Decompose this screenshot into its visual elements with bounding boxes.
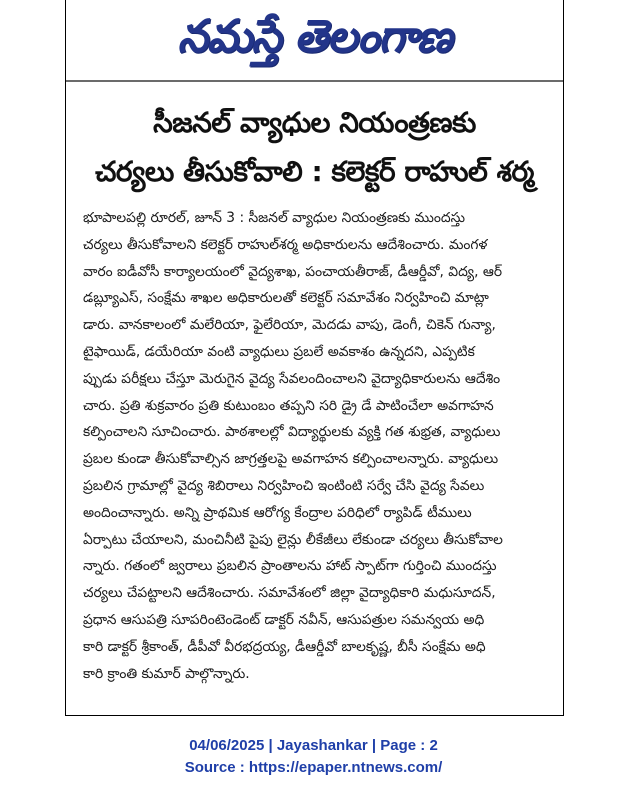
masthead-divider [66, 80, 563, 82]
article-body-line: న్నారు. గతంలో జ్వరాలు ప్రబలిన ప్రాంతాలను హాట్ స్పాట్‌గా గుర్తించి ముందస్తు [83, 558, 497, 575]
article-body-line: కారి డాక్టర్ శ్రీకాంత్, డీపీవో వీరభద్రయ్య, డీఆర్డీవో బాలకృష్ణ, బీసీ సంక్షేమ అధి [83, 638, 486, 655]
article-body-line: చారు. ప్రతి శుక్రవారం ప్రతి కుటుంబం తప్పని సరి డ్రై డే పాటించేలా అవగాహన [83, 397, 494, 414]
article-body-line: కారి క్రాంతి కుమార్ పాల్గొన్నారు. [83, 665, 250, 682]
article-body-line: డబ్ల్యూఎస్, సంక్షేమ శాఖల అధికారులతో కలెక్టర్ సమావేశం నిర్వహించి మాట్లా [83, 290, 489, 307]
article-body-line: టైఫాయిడ్, డయేరియా వంటి వ్యాధులు ప్రబలే అవకాశం ఉన్నదని, ఎప్పటిక [83, 343, 475, 360]
article-body-line: భూపాలపల్లి రూరల్, జూన్ 3 : సీజనల్ వ్యాధుల నియంత్రణకు ముందస్తు [83, 210, 466, 226]
article-body-line: ప్రబలిన గ్రామాల్లో వైద్య శిబిరాలు నిర్వహించి ఇంటింటి సర్వే చేసి వైద్య సేవలు [83, 477, 485, 494]
article-body [83, 205, 551, 705]
article-body-line: ప్పుడు పరీక్షలు చేస్తూ మెరుగైన వైద్య సేవలందించాలని వైద్యాధికారులను ఆదేశిం [83, 370, 501, 387]
footer-source-link: Source : https://epaper.ntnews.com/ [184, 759, 443, 776]
headline-line-1: సీజనల్ వ్యాధుల నియంత్రణకు [153, 106, 476, 139]
newspaper-clipping [65, 0, 564, 716]
article-body-line: వారం ఐడీవోసీ కార్యాలయంలో వైద్యశాఖ, పంచాయతీరాజ్, డీఆర్డీవో, విద్య, ఆర్ [83, 263, 503, 280]
article-body-line: చర్యలు చేపట్టాలని ఆదేశించారు. సమావేశంలో జిల్లా వైద్యాధికారి మధుసూదన్, [83, 585, 496, 602]
article-body-line: ప్రధాన ఆసుపత్రి సూపరింటెండెంట్ డాక్టర్ నవీన్, ఆసుపత్రుల సమన్వయ అధి [83, 611, 485, 628]
footer-date-edition-page: 04/06/2025 | Jayashankar | Page : 2 [189, 737, 438, 754]
newspaper-masthead: నమస్తే తెలంగాణ [177, 10, 452, 64]
article-body-line: కల్పించాలని సూచించారు. పాఠశాలల్లో విద్యార్థులకు వ్యక్తి గత శుభ్రత, వ్యాధులు [83, 424, 501, 441]
article-body-line: చర్యలు తీసుకోవాలని కలెక్టర్ రాహుల్‌శర్మ అధికారులను ఆదేశించారు. మంగళ [83, 236, 488, 253]
article-body-line: అందించాన్నారు. అన్ని ప్రాథమిక ఆరోగ్య కేంద్రాల పరిధిలో ర్యాపిడ్ టీములు [83, 504, 472, 521]
article-body-line: ఏర్పాటు చేయాలని, మంచినీటి పైపు లైన్లు లీకేజీలు లేకుండా చర్యలు తీసుకోవాల [83, 531, 503, 548]
article-body-line: ప్రబల కుండా తీసుకోవాల్సిన జాగ్రత్తలపై అవగాహన కల్పించాలన్నారు. వ్యాధులు [83, 451, 499, 468]
article-body-line: డారు. వానకాలంలో మలేరియా, ఫైలేరియా, మెదడు వాపు, డెంగీ, చికెన్ గున్యా, [83, 317, 496, 334]
headline-line-2: చర్యలు తీసుకోవాలి : కలెక్టర్ రాహుల్ శర్మ [95, 155, 534, 188]
